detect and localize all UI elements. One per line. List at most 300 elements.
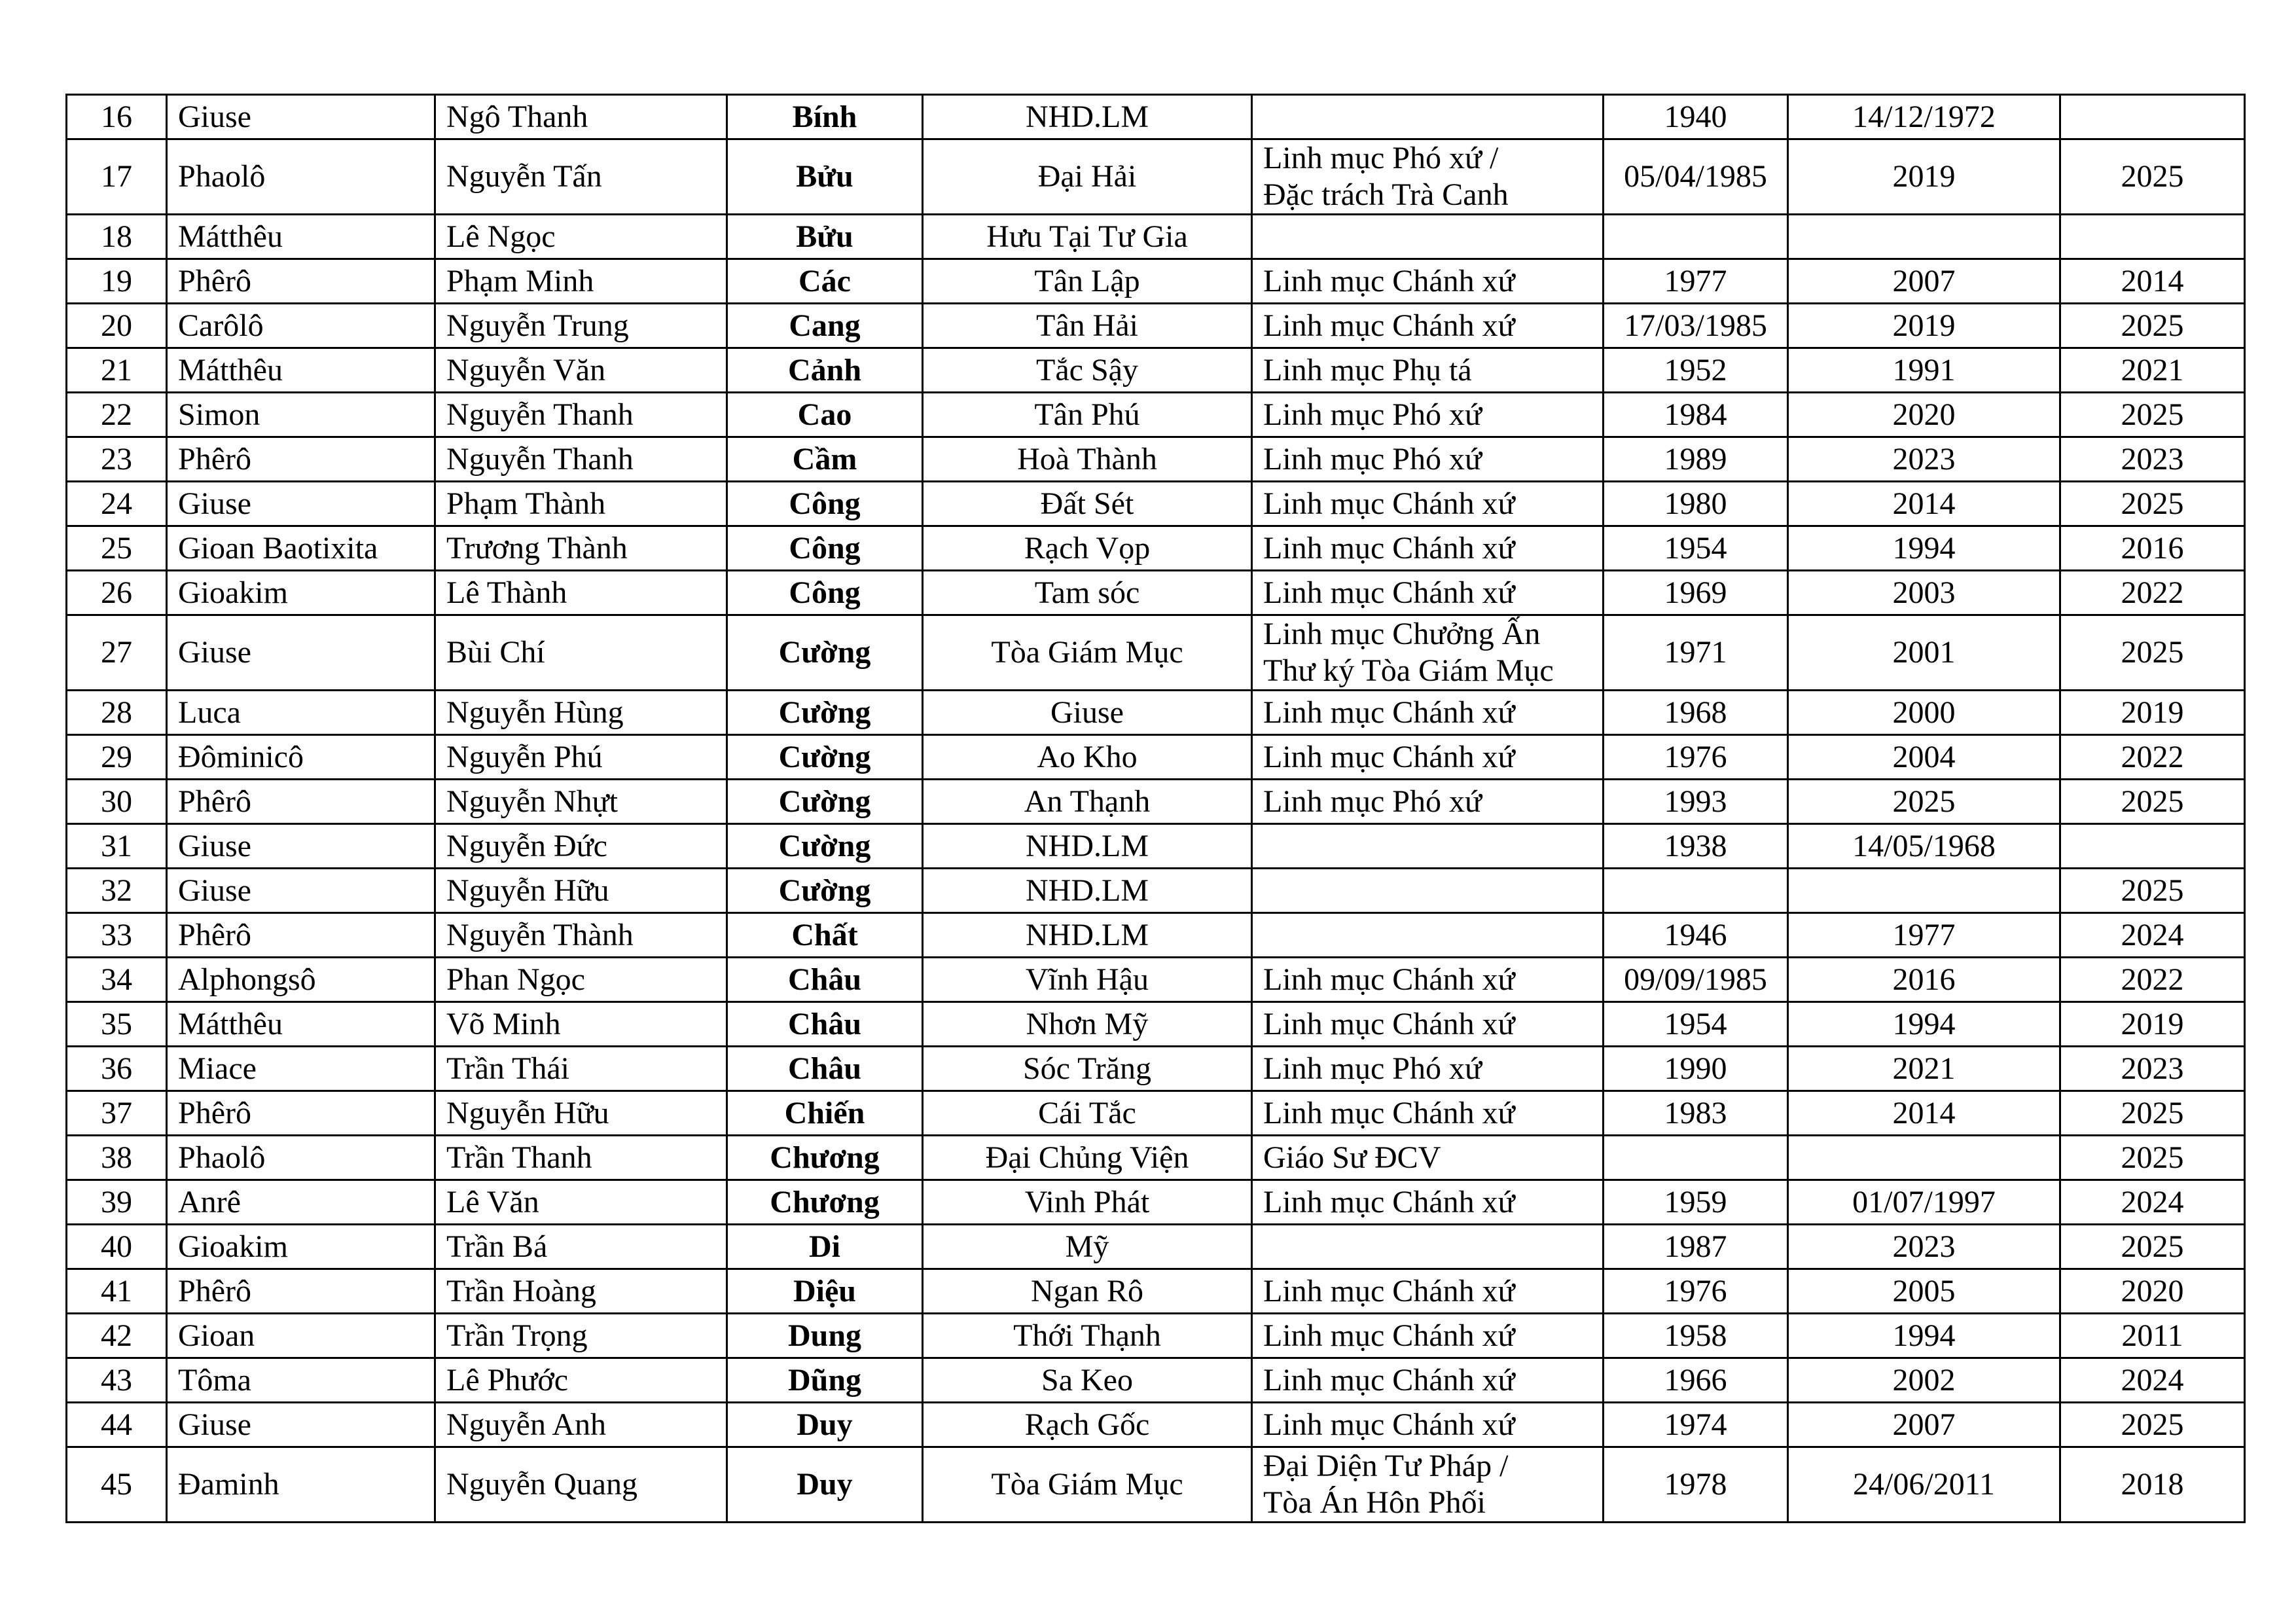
appointment-year: 2025 xyxy=(2060,393,2245,437)
given-name: Châu xyxy=(727,958,923,1002)
saint-name: Gioan xyxy=(167,1314,435,1358)
table-row xyxy=(67,1314,2245,1358)
birth-date: 17/03/1985 xyxy=(1604,304,1788,348)
role-title: Linh mục Chánh xứ xyxy=(1252,571,1604,615)
ordination-date: 1994 xyxy=(1788,1314,2060,1358)
birth-date xyxy=(1604,215,1788,259)
table-row xyxy=(67,1091,2245,1136)
role-title: Linh mục Chánh xứ xyxy=(1252,1358,1604,1403)
birth-date: 1940 xyxy=(1604,95,1788,139)
role-title xyxy=(1252,824,1604,869)
role-title: Linh mục Phó xứ xyxy=(1252,780,1604,824)
row-number: 44 xyxy=(67,1403,167,1447)
given-name: Cường xyxy=(727,735,923,780)
given-name: Duy xyxy=(727,1447,923,1523)
given-name: Các xyxy=(727,259,923,304)
saint-name: Giuse xyxy=(167,824,435,869)
ordination-date: 24/06/2011 xyxy=(1788,1447,2060,1523)
row-number: 42 xyxy=(67,1314,167,1358)
parish-assignment: Vinh Phát xyxy=(923,1180,1252,1225)
role-title xyxy=(1252,1225,1604,1269)
table-row xyxy=(67,139,2245,215)
family-middle-name: Trần Thái xyxy=(435,1047,727,1091)
table-row xyxy=(67,913,2245,958)
parish-assignment: Mỹ xyxy=(923,1225,1252,1269)
table-row xyxy=(67,869,2245,913)
family-middle-name: Nguyễn Quang xyxy=(435,1447,727,1523)
family-middle-name: Nguyễn Trung xyxy=(435,304,727,348)
parish-assignment: Vĩnh Hậu xyxy=(923,958,1252,1002)
given-name: Chương xyxy=(727,1180,923,1225)
appointment-year: 2020 xyxy=(2060,1269,2245,1314)
ordination-date: 14/05/1968 xyxy=(1788,824,2060,869)
table-row xyxy=(67,259,2245,304)
parish-assignment: Tắc Sậy xyxy=(923,348,1252,393)
family-middle-name: Nguyễn Hữu xyxy=(435,869,727,913)
family-middle-name: Lê Ngọc xyxy=(435,215,727,259)
table-row xyxy=(67,304,2245,348)
row-number: 25 xyxy=(67,526,167,571)
parish-assignment: Ngan Rô xyxy=(923,1269,1252,1314)
table-row xyxy=(67,482,2245,526)
saint-name: Simon xyxy=(167,393,435,437)
given-name: Cường xyxy=(727,824,923,869)
given-name: Diệu xyxy=(727,1269,923,1314)
ordination-date: 2023 xyxy=(1788,1225,2060,1269)
given-name: Cảnh xyxy=(727,348,923,393)
role-title: Giáo Sư ĐCV xyxy=(1252,1136,1604,1180)
family-middle-name: Nguyễn Đức xyxy=(435,824,727,869)
saint-name: Giuse xyxy=(167,1403,435,1447)
row-number: 33 xyxy=(67,913,167,958)
appointment-year: 2022 xyxy=(2060,735,2245,780)
appointment-year: 2025 xyxy=(2060,139,2245,215)
table-row xyxy=(67,615,2245,691)
parish-assignment: Tam sóc xyxy=(923,571,1252,615)
role-title: Linh mục Chánh xứ xyxy=(1252,1180,1604,1225)
given-name: Chất xyxy=(727,913,923,958)
appointment-year: 2014 xyxy=(2060,259,2245,304)
role-title: Linh mục Chánh xứ xyxy=(1252,691,1604,735)
saint-name: Phêrô xyxy=(167,437,435,482)
birth-date: 1989 xyxy=(1604,437,1788,482)
parish-assignment: Tòa Giám Mục xyxy=(923,1447,1252,1523)
parish-assignment: Hưu Tại Tư Gia xyxy=(923,215,1252,259)
row-number: 38 xyxy=(67,1136,167,1180)
ordination-date: 1991 xyxy=(1788,348,2060,393)
appointment-year: 2022 xyxy=(2060,571,2245,615)
table-row xyxy=(67,526,2245,571)
parish-assignment: Cái Tắc xyxy=(923,1091,1252,1136)
saint-name: Đôminicô xyxy=(167,735,435,780)
family-middle-name: Nguyễn Hữu xyxy=(435,1091,727,1136)
saint-name: Mátthêu xyxy=(167,348,435,393)
given-name: Châu xyxy=(727,1002,923,1047)
appointment-year: 2018 xyxy=(2060,1447,2245,1523)
given-name: Chiến xyxy=(727,1091,923,1136)
family-middle-name: Nguyễn Thanh xyxy=(435,393,727,437)
parish-assignment: NHD.LM xyxy=(923,824,1252,869)
saint-name: Đaminh xyxy=(167,1447,435,1523)
row-number: 23 xyxy=(67,437,167,482)
saint-name: Phêrô xyxy=(167,913,435,958)
parish-assignment: Tòa Giám Mục xyxy=(923,615,1252,691)
saint-name: Carôlô xyxy=(167,304,435,348)
table-row xyxy=(67,95,2245,139)
table-row xyxy=(67,1136,2245,1180)
appointment-year: 2025 xyxy=(2060,482,2245,526)
family-middle-name: Ngô Thanh xyxy=(435,95,727,139)
ordination-date: 2016 xyxy=(1788,958,2060,1002)
ordination-date: 2004 xyxy=(1788,735,2060,780)
row-number: 26 xyxy=(67,571,167,615)
row-number: 20 xyxy=(67,304,167,348)
row-number: 19 xyxy=(67,259,167,304)
row-number: 31 xyxy=(67,824,167,869)
saint-name: Phêrô xyxy=(167,780,435,824)
saint-name: Gioakim xyxy=(167,571,435,615)
row-number: 30 xyxy=(67,780,167,824)
appointment-year: 2025 xyxy=(2060,869,2245,913)
family-middle-name: Lê Văn xyxy=(435,1180,727,1225)
birth-date: 1969 xyxy=(1604,571,1788,615)
row-number: 17 xyxy=(67,139,167,215)
appointment-year: 2024 xyxy=(2060,1180,2245,1225)
given-name: Cường xyxy=(727,615,923,691)
birth-date: 1952 xyxy=(1604,348,1788,393)
given-name: Cang xyxy=(727,304,923,348)
ordination-date: 1994 xyxy=(1788,526,2060,571)
appointment-year: 2025 xyxy=(2060,304,2245,348)
role-title: Linh mục Chánh xứ xyxy=(1252,526,1604,571)
role-title: Linh mục Chánh xứ xyxy=(1252,482,1604,526)
ordination-date xyxy=(1788,215,2060,259)
appointment-year xyxy=(2060,215,2245,259)
parish-assignment: Sa Keo xyxy=(923,1358,1252,1403)
family-middle-name: Trần Trọng xyxy=(435,1314,727,1358)
ordination-date xyxy=(1788,869,2060,913)
given-name: Di xyxy=(727,1225,923,1269)
birth-date: 1954 xyxy=(1604,1002,1788,1047)
table-row xyxy=(67,437,2245,482)
appointment-year xyxy=(2060,824,2245,869)
birth-date: 1946 xyxy=(1604,913,1788,958)
role-title: Linh mục Phó xứ xyxy=(1252,437,1604,482)
saint-name: Giuse xyxy=(167,95,435,139)
priest-roster-table xyxy=(65,94,2246,1523)
birth-date: 1954 xyxy=(1604,526,1788,571)
ordination-date: 1994 xyxy=(1788,1002,2060,1047)
parish-assignment: Giuse xyxy=(923,691,1252,735)
appointment-year: 2024 xyxy=(2060,1358,2245,1403)
parish-assignment: Hoà Thành xyxy=(923,437,1252,482)
parish-assignment: Nhơn Mỹ xyxy=(923,1002,1252,1047)
birth-date: 1938 xyxy=(1604,824,1788,869)
birth-date: 1971 xyxy=(1604,615,1788,691)
family-middle-name: Nguyễn Anh xyxy=(435,1403,727,1447)
parish-assignment: NHD.LM xyxy=(923,913,1252,958)
saint-name: Giuse xyxy=(167,482,435,526)
ordination-date: 2007 xyxy=(1788,1403,2060,1447)
table-row xyxy=(67,824,2245,869)
appointment-year xyxy=(2060,95,2245,139)
given-name: Dung xyxy=(727,1314,923,1358)
table-row xyxy=(67,958,2245,1002)
role-title xyxy=(1252,869,1604,913)
row-number: 27 xyxy=(67,615,167,691)
role-title: Đại Diện Tư Pháp / Tòa Án Hôn Phối xyxy=(1252,1447,1604,1523)
family-middle-name: Lê Phước xyxy=(435,1358,727,1403)
given-name: Cao xyxy=(727,393,923,437)
role-title: Linh mục Phó xứ xyxy=(1252,393,1604,437)
saint-name: Gioan Baotixita xyxy=(167,526,435,571)
table-row xyxy=(67,215,2245,259)
table-row xyxy=(67,1403,2245,1447)
table-row xyxy=(67,1269,2245,1314)
table-row xyxy=(67,1225,2245,1269)
role-title: Linh mục Phó xứ / Đặc trách Trà Canh xyxy=(1252,139,1604,215)
table-row xyxy=(67,1002,2245,1047)
row-number: 16 xyxy=(67,95,167,139)
birth-date: 1987 xyxy=(1604,1225,1788,1269)
birth-date: 1978 xyxy=(1604,1447,1788,1523)
family-middle-name: Phạm Minh xyxy=(435,259,727,304)
family-middle-name: Nguyễn Nhựt xyxy=(435,780,727,824)
birth-date: 1983 xyxy=(1604,1091,1788,1136)
row-number: 37 xyxy=(67,1091,167,1136)
family-middle-name: Nguyễn Văn xyxy=(435,348,727,393)
role-title xyxy=(1252,95,1604,139)
ordination-date: 2005 xyxy=(1788,1269,2060,1314)
appointment-year: 2025 xyxy=(2060,615,2245,691)
parish-assignment: NHD.LM xyxy=(923,869,1252,913)
birth-date: 1966 xyxy=(1604,1358,1788,1403)
given-name: Cường xyxy=(727,691,923,735)
role-title xyxy=(1252,913,1604,958)
row-number: 41 xyxy=(67,1269,167,1314)
given-name: Châu xyxy=(727,1047,923,1091)
saint-name: Alphongsô xyxy=(167,958,435,1002)
role-title xyxy=(1252,215,1604,259)
parish-assignment: NHD.LM xyxy=(923,95,1252,139)
given-name: Duy xyxy=(727,1403,923,1447)
ordination-date: 2000 xyxy=(1788,691,2060,735)
row-number: 22 xyxy=(67,393,167,437)
role-title: Linh mục Chánh xứ xyxy=(1252,1002,1604,1047)
given-name: Chương xyxy=(727,1136,923,1180)
birth-date: 1959 xyxy=(1604,1180,1788,1225)
saint-name: Miace xyxy=(167,1047,435,1091)
saint-name: Phêrô xyxy=(167,1091,435,1136)
family-middle-name: Nguyễn Thanh xyxy=(435,437,727,482)
saint-name: Phêrô xyxy=(167,259,435,304)
family-middle-name: Trần Hoàng xyxy=(435,1269,727,1314)
role-title: Linh mục Chưởng Ấn Thư ký Tòa Giám Mục xyxy=(1252,615,1604,691)
row-number: 18 xyxy=(67,215,167,259)
parish-assignment: Đại Hải xyxy=(923,139,1252,215)
appointment-year: 2019 xyxy=(2060,691,2245,735)
appointment-year: 2024 xyxy=(2060,913,2245,958)
role-title: Linh mục Phụ tá xyxy=(1252,348,1604,393)
family-middle-name: Phan Ngọc xyxy=(435,958,727,1002)
family-middle-name: Nguyễn Phú xyxy=(435,735,727,780)
family-middle-name: Trần Thanh xyxy=(435,1136,727,1180)
birth-date: 1977 xyxy=(1604,259,1788,304)
appointment-year: 2025 xyxy=(2060,780,2245,824)
role-title: Linh mục Chánh xứ xyxy=(1252,735,1604,780)
role-title: Linh mục Chánh xứ xyxy=(1252,1403,1604,1447)
appointment-year: 2011 xyxy=(2060,1314,2245,1358)
saint-name: Phêrô xyxy=(167,1269,435,1314)
appointment-year: 2022 xyxy=(2060,958,2245,1002)
family-middle-name: Phạm Thành xyxy=(435,482,727,526)
ordination-date: 1977 xyxy=(1788,913,2060,958)
parish-assignment: An Thạnh xyxy=(923,780,1252,824)
birth-date: 1976 xyxy=(1604,1269,1788,1314)
saint-name: Phaolô xyxy=(167,1136,435,1180)
row-number: 45 xyxy=(67,1447,167,1523)
saint-name: Mátthêu xyxy=(167,1002,435,1047)
parish-assignment: Tân Lập xyxy=(923,259,1252,304)
given-name: Bính xyxy=(727,95,923,139)
row-number: 32 xyxy=(67,869,167,913)
parish-assignment: Ao Kho xyxy=(923,735,1252,780)
role-title: Linh mục Chánh xứ xyxy=(1252,958,1604,1002)
appointment-year: 2019 xyxy=(2060,1002,2245,1047)
saint-name: Giuse xyxy=(167,615,435,691)
saint-name: Giuse xyxy=(167,869,435,913)
family-middle-name: Nguyễn Tấn xyxy=(435,139,727,215)
appointment-year: 2016 xyxy=(2060,526,2245,571)
saint-name: Phaolô xyxy=(167,139,435,215)
saint-name: Luca xyxy=(167,691,435,735)
table-row xyxy=(67,1447,2245,1523)
ordination-date: 2023 xyxy=(1788,437,2060,482)
given-name: Dũng xyxy=(727,1358,923,1403)
birth-date: 1976 xyxy=(1604,735,1788,780)
birth-date xyxy=(1604,1136,1788,1180)
ordination-date: 2021 xyxy=(1788,1047,2060,1091)
family-middle-name: Nguyễn Hùng xyxy=(435,691,727,735)
given-name: Công xyxy=(727,482,923,526)
parish-assignment: Thới Thạnh xyxy=(923,1314,1252,1358)
birth-date: 09/09/1985 xyxy=(1604,958,1788,1002)
row-number: 24 xyxy=(67,482,167,526)
birth-date: 1968 xyxy=(1604,691,1788,735)
table-row xyxy=(67,780,2245,824)
ordination-date xyxy=(1788,1136,2060,1180)
parish-assignment: Đất Sét xyxy=(923,482,1252,526)
birth-date: 1974 xyxy=(1604,1403,1788,1447)
row-number: 36 xyxy=(67,1047,167,1091)
given-name: Bửu xyxy=(727,215,923,259)
appointment-year: 2025 xyxy=(2060,1403,2245,1447)
family-middle-name: Bùi Chí xyxy=(435,615,727,691)
row-number: 43 xyxy=(67,1358,167,1403)
table-row xyxy=(67,1047,2245,1091)
birth-date: 1990 xyxy=(1604,1047,1788,1091)
birth-date: 1984 xyxy=(1604,393,1788,437)
ordination-date: 2014 xyxy=(1788,482,2060,526)
parish-assignment: Tân Hải xyxy=(923,304,1252,348)
table-row xyxy=(67,393,2245,437)
parish-assignment: Rạch Gốc xyxy=(923,1403,1252,1447)
given-name: Cầm xyxy=(727,437,923,482)
saint-name: Tôma xyxy=(167,1358,435,1403)
ordination-date: 2020 xyxy=(1788,393,2060,437)
table-row xyxy=(67,691,2245,735)
ordination-date: 2019 xyxy=(1788,139,2060,215)
role-title: Linh mục Phó xứ xyxy=(1252,1047,1604,1091)
given-name: Công xyxy=(727,526,923,571)
row-number: 28 xyxy=(67,691,167,735)
saint-name: Gioakim xyxy=(167,1225,435,1269)
role-title: Linh mục Chánh xứ xyxy=(1252,1091,1604,1136)
saint-name: Anrê xyxy=(167,1180,435,1225)
parish-assignment: Sóc Trăng xyxy=(923,1047,1252,1091)
row-number: 34 xyxy=(67,958,167,1002)
family-middle-name: Lê Thành xyxy=(435,571,727,615)
parish-assignment: Rạch Vọp xyxy=(923,526,1252,571)
row-number: 21 xyxy=(67,348,167,393)
family-middle-name: Võ Minh xyxy=(435,1002,727,1047)
row-number: 39 xyxy=(67,1180,167,1225)
parish-assignment: Đại Chủng Viện xyxy=(923,1136,1252,1180)
ordination-date: 01/07/1997 xyxy=(1788,1180,2060,1225)
ordination-date: 2001 xyxy=(1788,615,2060,691)
table-row xyxy=(67,1358,2245,1403)
table-row xyxy=(67,348,2245,393)
birth-date: 05/04/1985 xyxy=(1604,139,1788,215)
family-middle-name: Trương Thành xyxy=(435,526,727,571)
birth-date: 1958 xyxy=(1604,1314,1788,1358)
family-middle-name: Nguyễn Thành xyxy=(435,913,727,958)
table-row xyxy=(67,571,2245,615)
appointment-year: 2023 xyxy=(2060,437,2245,482)
appointment-year: 2025 xyxy=(2060,1225,2245,1269)
birth-date: 1980 xyxy=(1604,482,1788,526)
ordination-date: 2019 xyxy=(1788,304,2060,348)
table-row xyxy=(67,735,2245,780)
table-row xyxy=(67,1180,2245,1225)
ordination-date: 2014 xyxy=(1788,1091,2060,1136)
ordination-date: 2002 xyxy=(1788,1358,2060,1403)
roster-body xyxy=(67,95,2245,1523)
role-title: Linh mục Chánh xứ xyxy=(1252,1314,1604,1358)
ordination-date: 2007 xyxy=(1788,259,2060,304)
parish-assignment: Tân Phú xyxy=(923,393,1252,437)
role-title: Linh mục Chánh xứ xyxy=(1252,304,1604,348)
appointment-year: 2025 xyxy=(2060,1136,2245,1180)
given-name: Cường xyxy=(727,780,923,824)
given-name: Bửu xyxy=(727,139,923,215)
birth-date xyxy=(1604,869,1788,913)
row-number: 29 xyxy=(67,735,167,780)
appointment-year: 2021 xyxy=(2060,348,2245,393)
given-name: Cường xyxy=(727,869,923,913)
role-title: Linh mục Chánh xứ xyxy=(1252,259,1604,304)
ordination-date: 14/12/1972 xyxy=(1788,95,2060,139)
family-middle-name: Trần Bá xyxy=(435,1225,727,1269)
birth-date: 1993 xyxy=(1604,780,1788,824)
appointment-year: 2023 xyxy=(2060,1047,2245,1091)
given-name: Công xyxy=(727,571,923,615)
role-title: Linh mục Chánh xứ xyxy=(1252,1269,1604,1314)
ordination-date: 2003 xyxy=(1788,571,2060,615)
ordination-date: 2025 xyxy=(1788,780,2060,824)
row-number: 40 xyxy=(67,1225,167,1269)
saint-name: Mátthêu xyxy=(167,215,435,259)
